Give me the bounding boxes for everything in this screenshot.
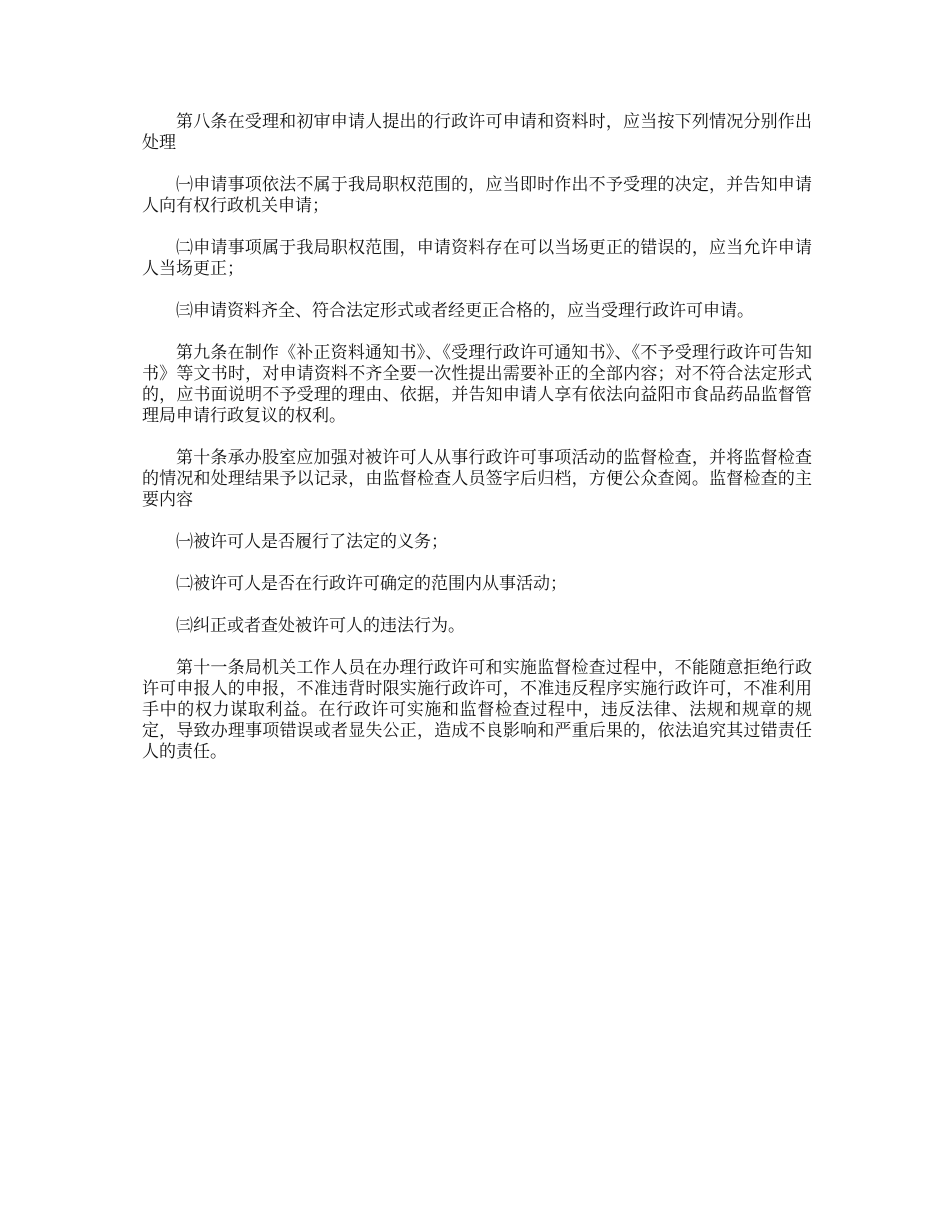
article-10-paragraph: 第十条承办股室应加强对被许可人从事行政许可事项活动的监督检查，并将监督检查的情况和处理结果予以记录，由监督检查人员签字后归档，方便公众查阅。监督检查的主要内容 <box>142 448 812 510</box>
article-10-item-2: ㈡被许可人是否在行政许可确定的范围内从事活动； <box>176 574 567 594</box>
article-10-item-1: ㈠被许可人是否履行了法定的义务； <box>176 532 448 552</box>
article-8-paragraph: 第八条在受理和初审申请人提出的行政许可申请和资料时，应当按下列情况分别作出处理 <box>142 112 812 153</box>
article-11-paragraph: 第十一条局机关工作人员在办理行政许可和实施监督检查过程中，不能随意拒绝行政许可申报人的申报，不准违背时限实施行政许可，不准违反程序实施行政许可，不准利用手中的权力谋取利益。在行政许可实施和监督检查过程中，违反法律、法规和规章的规定，导致办理事项错误或者显失公正，造成不良影响和严重后果的，依法追究其过错责任人的责任。 <box>142 658 812 762</box>
document-body <box>142 112 812 784</box>
article-9-paragraph: 第九条在制作《补正资料通知书》、《受理行政许可通知书》、《不予受理行政许可告知书》等文书时，对申请资料不齐全要一次性提出需要补正的全部内容；对不符合法定形式的，应书面说明不予受理的理由、依据，并告知申请人享有依法向益阳市食品药品监督管理局申请行政复议的权利。 <box>142 343 812 426</box>
article-8-item-3: ㈢申请资料齐全、符合法定形式或者经更正合格的，应当受理行政许可申请。 <box>176 301 754 321</box>
article-10-item-3: ㈢纠正或者查处被许可人的违法行为。 <box>176 616 465 636</box>
article-8-item-2: ㈡申请事项属于我局职权范围，申请资料存在可以当场更正的错误的，应当允许申请人当场更正； <box>142 238 812 279</box>
article-8-item-1: ㈠申请事项依法不属于我局职权范围的，应当即时作出不予受理的决定，并告知申请人向有权行政机关申请； <box>142 175 812 216</box>
